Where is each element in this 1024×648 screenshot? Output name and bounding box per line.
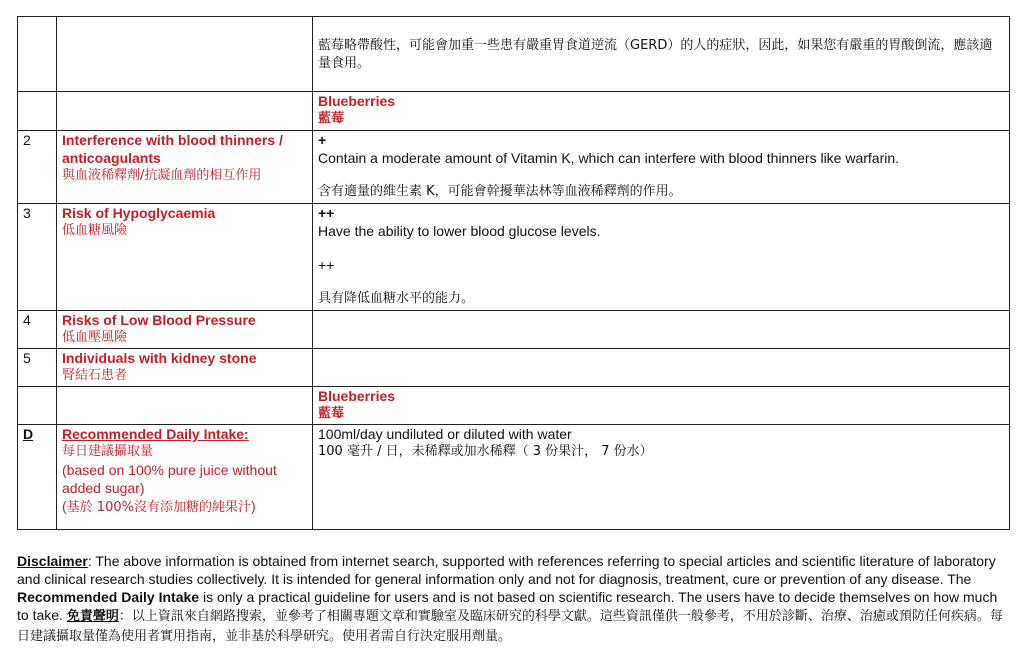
fruit-heading-cn: 藍莓 <box>318 111 345 126</box>
risk-title-cn: 與血液稀釋劑/抗凝血劑的相互作用 <box>62 168 262 183</box>
table-row <box>18 204 1010 311</box>
table-row <box>18 131 1010 204</box>
row-number-cell: 3 <box>18 204 57 311</box>
row-label-cell <box>57 425 313 530</box>
row-number-cell: 2 <box>18 131 57 204</box>
intake-note-cn-close: ) <box>251 498 256 514</box>
row-detail-cell <box>313 204 1010 311</box>
disclaimer-text-1: The above information is obtained from internet search, supported with references referring to special articles and scientific literature of laboratory and clinical research studies collectively. It is intended for general information only and not for diagnosis, treatment, cure or prevention of any disease. The <box>17 553 996 587</box>
table-row <box>18 387 1010 425</box>
intake-title-cn: 每日建議攝取量 <box>62 444 154 459</box>
row-number-cell: 4 <box>18 311 57 349</box>
disclaimer-text-cn: ：以上資訊來自網路搜索，並參考了相關專題文章和實驗室及臨床研究的科學文獻。這些資訊僅供一般參考，不用於診斷、治療、治癒或預防任何疾病。每日建議攝取量僅為使用者實用指南，並非基於科學研究。使用者需自行決定服用劑量。 <box>17 609 1003 644</box>
fruit-heading-cn: 藍莓 <box>318 406 345 421</box>
row-number-cell <box>18 92 57 131</box>
disclaimer-label-tail: : <box>87 553 92 569</box>
row-detail-cell <box>313 387 1010 425</box>
risk-level-symbol: ++ <box>318 205 335 221</box>
table-row <box>18 17 1010 92</box>
table-row <box>18 92 1010 131</box>
intake-note-cn-rest: 沒有添加糖的純果汁 <box>133 500 251 515</box>
fruit-heading-en: Blueberries <box>318 93 396 109</box>
risk-detail-en: Contain a moderate amount of Vitamin K, which can interfere with blood thinners like warfarin. <box>318 150 900 166</box>
row-label-cell <box>57 131 313 204</box>
row-number-cell <box>18 17 57 92</box>
disclaimer-paragraph <box>17 552 1009 646</box>
intake-detail-cn: 100 毫升 / 日，未稀釋或加水稀釋（ 3 份果汁， 7 份水） <box>318 444 653 459</box>
row-detail-cell <box>313 311 1010 349</box>
row-label-cell <box>57 92 313 131</box>
disclaimer-text-2: is only a practical guideline for users and is not based on scientific research. The users have to decide themselves on how much to take. <box>17 589 998 623</box>
row-number-cell <box>18 387 57 425</box>
row-detail-cell <box>313 92 1010 131</box>
row-label-cell <box>57 204 313 311</box>
row-detail-cell <box>313 131 1010 204</box>
row-label-cell <box>57 387 313 425</box>
disclaimer-bold-term: Recommended Daily Intake <box>17 589 200 605</box>
intake-title-en: Recommended Daily Intake: <box>62 426 249 442</box>
row-label-cell <box>57 349 313 387</box>
disclaimer-label: Disclaimer <box>17 553 88 569</box>
risk-level-symbol: + <box>318 132 327 148</box>
risk-detail-cn: 含有適量的維生素 K，可能會幹擾華法林等血液稀釋劑的作用。 <box>318 184 682 199</box>
intake-note-en: (based on 100% pure juice without added sugar) <box>62 462 277 496</box>
info-table <box>17 16 1010 530</box>
risk-detail-en: Have the ability to lower blood glucose levels. <box>318 223 601 239</box>
table-row <box>18 349 1010 387</box>
risk-title-cn: 低血壓風險 <box>62 330 128 345</box>
row-number-cell: D <box>18 425 57 530</box>
row-detail-cell <box>313 349 1010 387</box>
intake-note-cn-mid: 基於 100% <box>66 500 134 515</box>
intake-detail-en: 100ml/day undiluted or diluted with water <box>318 426 572 442</box>
row-detail-cell <box>313 425 1010 530</box>
fruit-heading-en: Blueberries <box>318 388 396 404</box>
risk-title-en: Risk of Hypoglycaemia <box>62 205 216 221</box>
table-row <box>18 311 1010 349</box>
gerd-warning-text: 藍莓略帶酸性，可能會加重一些患有嚴重胃食道逆流（GERD）的人的症狀，因此，如果您有嚴重的胃酸倒流，應該適量食用。 <box>318 38 993 71</box>
table-row <box>18 425 1010 530</box>
intake-note-cn-open: ( <box>62 498 67 514</box>
risk-title-en: Interference with blood thinners / anticoagulants <box>62 132 283 166</box>
risk-level-symbol-cn: ++ <box>318 257 335 273</box>
row-number-cell: 5 <box>18 349 57 387</box>
risk-detail-cn: 具有降低血糖水平的能力。 <box>318 291 475 306</box>
intake-note-cn <box>62 497 307 517</box>
row-label-cell <box>57 311 313 349</box>
row-detail-cell <box>313 17 1010 92</box>
row-label-cell <box>57 17 313 92</box>
risk-title-en: Risks of Low Blood Pressure <box>62 312 256 328</box>
risk-title-cn: 腎結石患者 <box>62 368 128 383</box>
risk-title-en: Individuals with kidney stone <box>62 350 257 366</box>
risk-title-cn: 低血糖風險 <box>62 223 128 238</box>
disclaimer-label-cn: 免責聲明 <box>66 609 119 624</box>
